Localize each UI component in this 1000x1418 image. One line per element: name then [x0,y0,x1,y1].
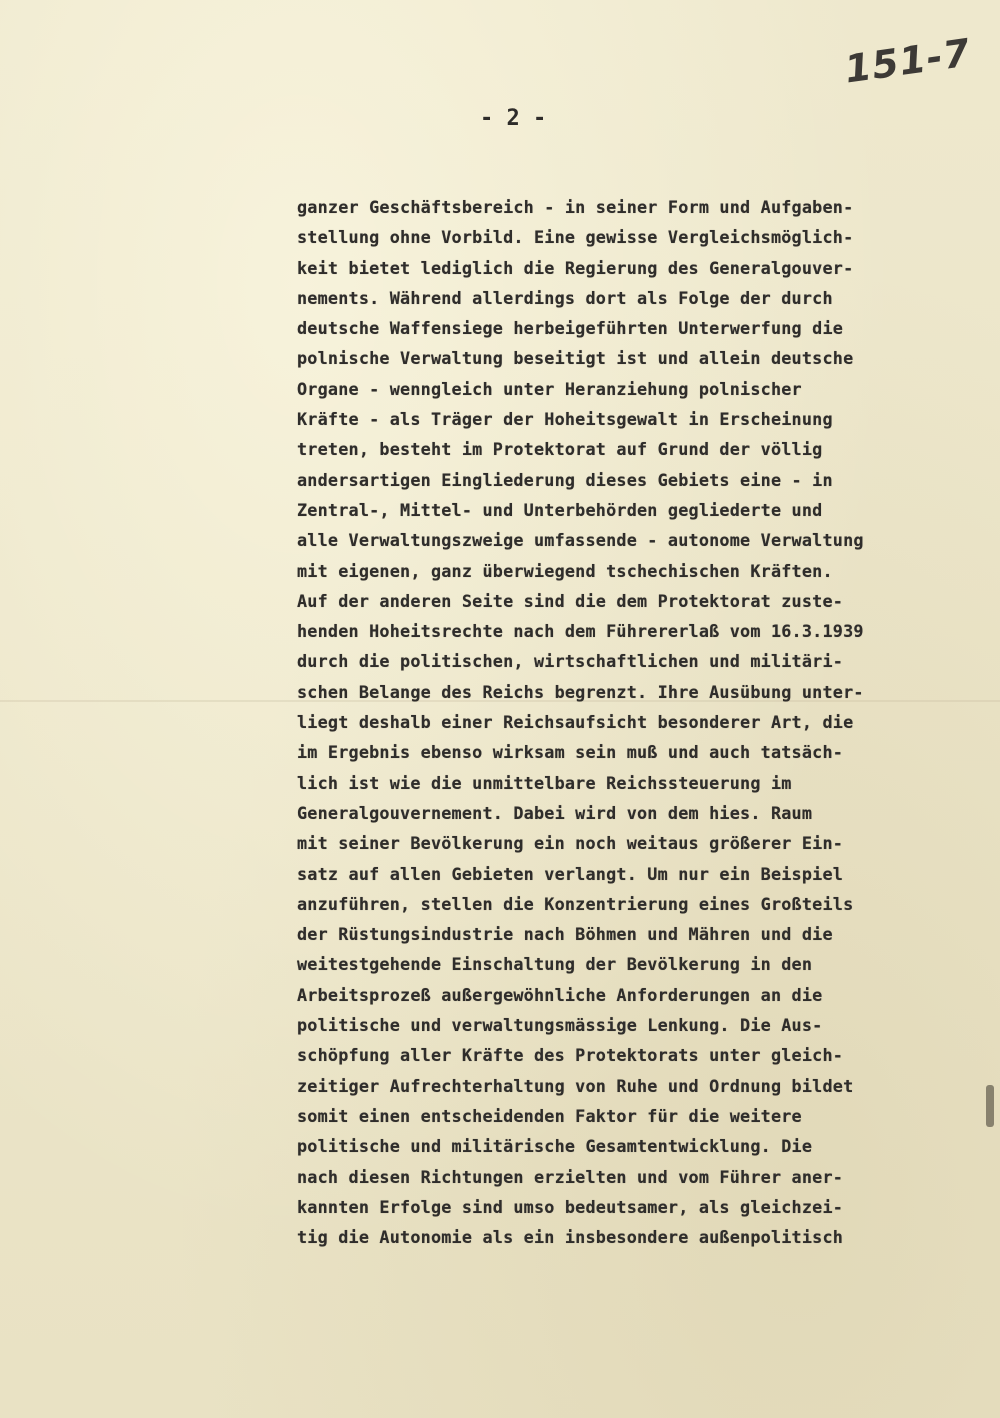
text-line: mit eigenen, ganz überwiegend tschechischen Kräften. [297,560,833,581]
text-line: durch die politischen, wirtschaftlichen und militäri- [297,651,844,672]
text-line: nements. Während allerdings dort als Folge der durch [297,287,833,308]
text-line: im Ergebnis ebenso wirksam sein muß und auch tatsäch- [297,742,844,763]
text-line: alle Verwaltungszweige umfassende - autonome Verwaltung [297,530,864,551]
body-text [297,192,977,1252]
text-line: zeitiger Aufrechterhaltung von Ruhe und Ordnung bildet [297,1075,854,1096]
text-line: Organe - wenngleich unter Heranziehung polnischer [297,378,802,399]
text-line: schöpfung aller Kräfte des Protektorats unter gleich- [297,1045,844,1066]
text-line: stellung ohne Vorbild. Eine gewisse Vergleichsmöglich- [297,227,854,248]
text-line: kannten Erfolge sind umso bedeutsamer, als gleichzei- [297,1196,844,1217]
text-line: anzuführen, stellen die Konzentrierung eines Großteils [297,893,854,914]
text-line: ganzer Geschäftsbereich - in seiner Form und Aufgaben- [297,197,854,217]
text-line: nach diesen Richtungen erzielten und vom Führer aner- [297,1166,844,1187]
text-line: Auf der anderen Seite sind die dem Protektorat zuste- [297,590,844,611]
text-line: deutsche Waffensiege herbeigeführten Unterwerfung die [297,318,844,339]
page-number: - 2 - [480,106,547,131]
text-line: schen Belange des Reichs begrenzt. Ihre Ausübung unter- [297,681,864,702]
text-line: tig die Autonomie als ein insbesondere außenpolitisch [297,1227,844,1248]
text-line: lich ist wie die unmittelbare Reichssteuerung im [297,772,792,793]
text-line: somit einen entscheidenden Faktor für die weitere [297,1105,802,1126]
text-line: keit bietet lediglich die Regierung des Generalgouver- [297,257,854,278]
text-line: mit seiner Bevölkerung ein noch weitaus größerer Ein- [297,833,844,854]
text-line: Arbeitsprozeß außergewöhnliche Anforderungen an die [297,984,823,1005]
handwritten-folio-number: 151-7 [842,30,974,92]
text-line: der Rüstungsindustrie nach Böhmen und Mähren und die [297,924,833,945]
text-line: politische und verwaltungsmässige Lenkung. Die Aus- [297,1015,823,1036]
text-line: Zentral-, Mittel- und Unterbehörden gegliederte und [297,499,823,520]
text-line: Generalgouvernement. Dabei wird von dem hies. Raum [297,802,813,823]
text-line: treten, besteht im Protektorat auf Grund der völlig [297,439,823,460]
text-line: andersartigen Eingliederung dieses Gebiets eine - in [297,469,833,490]
text-line: henden Hoheitsrechte nach dem Führererlaß vom 16.3.1939 [297,621,864,642]
text-line: polnische Verwaltung beseitigt ist und allein deutsche [297,348,854,369]
edge-mark [986,1085,994,1127]
text-line: Kräfte - als Träger der Hoheitsgewalt in Erscheinung [297,409,833,430]
text-line: weitestgehende Einschaltung der Bevölkerung in den [297,954,813,975]
text-line: politische und militärische Gesamtentwicklung. Die [297,1136,813,1157]
text-line: satz auf allen Gebieten verlangt. Um nur ein Beispiel [297,863,844,884]
text-line: liegt deshalb einer Reichsaufsicht besonderer Art, die [297,712,854,733]
